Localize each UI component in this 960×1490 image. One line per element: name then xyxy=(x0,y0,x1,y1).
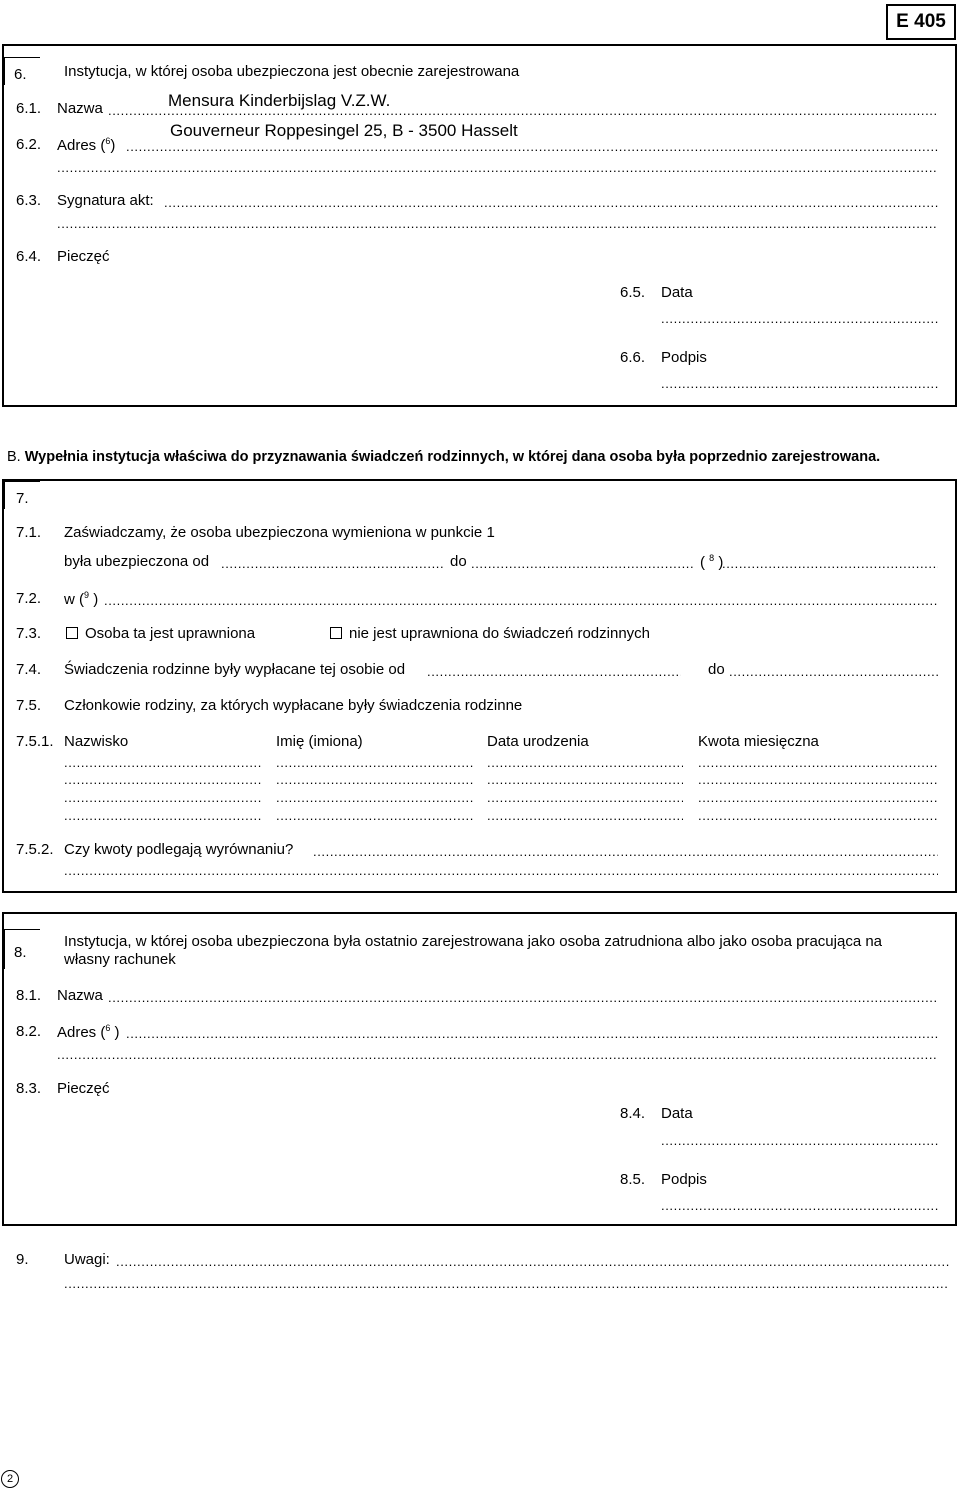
first-names-cell[interactable] xyxy=(276,791,474,805)
s7-4-to-field[interactable] xyxy=(729,665,938,679)
s7-5-2-number: 7.5.2. xyxy=(16,841,54,858)
s7-1-paren-open: ( xyxy=(700,554,705,571)
surname-cell[interactable] xyxy=(64,773,262,787)
s7-2-number: 7.2. xyxy=(16,590,42,607)
s8-date-label: Data xyxy=(661,1105,693,1122)
s6-address-number: 6.2. xyxy=(16,136,42,153)
s7-3-number: 7.3. xyxy=(16,625,42,642)
s7-2-label-text: w ( xyxy=(64,591,84,608)
s8-address-label xyxy=(57,1023,120,1041)
birth-date-cell[interactable] xyxy=(487,809,683,823)
s6-stamp-label: Pieczęć xyxy=(57,248,110,265)
s8-name-field[interactable] xyxy=(108,991,938,1005)
s6-ref-field-2[interactable] xyxy=(57,217,938,231)
section-7-number: 7. xyxy=(16,490,29,507)
column-header-first-names: Imię (imiona) xyxy=(276,733,363,750)
s8-address-field[interactable] xyxy=(126,1027,938,1041)
s7-3-not-entitled-checkbox[interactable] xyxy=(330,627,342,639)
section-8-title-line-2: własny rachunek xyxy=(64,951,176,968)
s7-1-insured-from-label: była ubezpieczona od xyxy=(64,553,210,570)
section-6-number: 6. xyxy=(14,66,27,83)
page-number: 2 xyxy=(6,1473,14,1485)
s7-4-from-field[interactable] xyxy=(427,665,681,679)
s7-1-text: Zaświadczamy, że osoba ubezpieczona wymieniona w punkcie 1 xyxy=(64,524,495,541)
s8-address-footnote: 6 xyxy=(105,1023,111,1033)
s7-3-entitled-label: Osoba ta jest uprawniona xyxy=(85,625,256,642)
monthly-amount-cell[interactable] xyxy=(698,791,938,805)
s6-address-footnote: 6 xyxy=(105,136,111,146)
s8-name-number: 8.1. xyxy=(16,987,42,1004)
monthly-amount-cell[interactable] xyxy=(698,809,938,823)
s7-1-from-field[interactable] xyxy=(221,557,445,571)
section-8-number: 8. xyxy=(14,944,27,961)
s6-name-value: Mensura Kinderbijslag V.Z.W. xyxy=(168,91,391,110)
s8-address-close: ) xyxy=(114,1024,120,1041)
s6-sign-number: 6.6. xyxy=(620,349,646,366)
s7-2-footnote: 9 xyxy=(84,590,90,600)
s6-ref-number: 6.3. xyxy=(16,192,42,209)
s7-1-to-label: do xyxy=(450,553,467,570)
section-8-title-line-1: Instytucja, w której osoba ubezpieczona była ostatnio zarejestrowana jako osoba zatrudniona albo jako osoba pracująca na xyxy=(64,933,883,950)
birth-date-cell[interactable] xyxy=(487,791,683,805)
remarks-field-2[interactable] xyxy=(64,1277,949,1291)
s6-address-label xyxy=(57,136,115,154)
remarks-field[interactable] xyxy=(116,1255,949,1269)
s8-stamp-label: Pieczęć xyxy=(57,1080,110,1097)
s8-address-field-2[interactable] xyxy=(57,1048,938,1062)
s7-2-field[interactable] xyxy=(104,594,938,608)
s7-5-number: 7.5. xyxy=(16,697,42,714)
surname-cell[interactable] xyxy=(64,756,262,770)
s8-date-field[interactable] xyxy=(661,1134,938,1148)
section-b-heading xyxy=(7,449,880,466)
s6-sign-field[interactable] xyxy=(661,377,938,391)
s8-address-label-text: Adres ( xyxy=(57,1024,106,1041)
s7-5-1-number: 7.5.1. xyxy=(16,733,54,750)
s6-address-field[interactable] xyxy=(126,140,938,154)
monthly-amount-cell[interactable] xyxy=(698,773,938,787)
s7-4-number: 7.4. xyxy=(16,661,42,678)
first-names-cell[interactable] xyxy=(276,773,474,787)
monthly-amount-cell[interactable] xyxy=(698,756,938,770)
first-names-cell[interactable] xyxy=(276,809,474,823)
s7-5-2-text: Czy kwoty podlegają wyrównaniu? xyxy=(64,841,294,858)
s6-ref-label: Sygnatura akt: xyxy=(57,192,154,209)
s7-1-paren-close: ) xyxy=(718,554,724,571)
s7-1-footnote-field[interactable] xyxy=(722,557,938,571)
s6-address-label-text: Adres ( xyxy=(57,137,106,154)
surname-cell[interactable] xyxy=(64,809,262,823)
s6-date-number: 6.5. xyxy=(620,284,646,301)
section-b-prefix: B. xyxy=(7,449,21,465)
column-header-monthly-amount: Kwota miesięczna xyxy=(698,733,819,750)
s7-1-footnote: 8 xyxy=(709,553,715,563)
form-code-box xyxy=(886,4,956,40)
s8-stamp-number: 8.3. xyxy=(16,1080,42,1097)
s7-5-text: Członkowie rodziny, za których wypłacane były świadczenia rodzinne xyxy=(64,697,523,714)
remarks-label: Uwagi: xyxy=(64,1251,110,1268)
s8-sign-number: 8.5. xyxy=(620,1171,646,1188)
s8-sign-label: Podpis xyxy=(661,1171,707,1188)
s7-1-to-field[interactable] xyxy=(471,557,693,571)
s6-stamp-number: 6.4. xyxy=(16,248,42,265)
s7-3-not-entitled-label: nie jest uprawniona do świadczeń rodzinnych xyxy=(349,625,651,642)
s6-name-number: 6.1. xyxy=(16,100,42,117)
s8-address-number: 8.2. xyxy=(16,1023,42,1040)
s7-5-2-field-2[interactable] xyxy=(64,864,938,878)
s6-name-label: Nazwa xyxy=(57,100,103,117)
page-number-badge xyxy=(1,1470,19,1488)
s7-4-text: Świadczenia rodzinne były wypłacane tej osobie od xyxy=(64,661,406,678)
s6-address-close: ) xyxy=(110,137,116,154)
birth-date-cell[interactable] xyxy=(487,756,683,770)
s6-ref-field[interactable] xyxy=(164,196,938,210)
s6-date-label: Data xyxy=(661,284,693,301)
s7-3-entitled-checkbox[interactable] xyxy=(66,627,78,639)
section-b-title: Wypełnia instytucja właściwa do przyznawania świadczeń rodzinnych, w której dana osoba była poprzednio zarejestrowana. xyxy=(24,449,881,465)
s6-address-field-2[interactable] xyxy=(57,161,938,175)
first-names-cell[interactable] xyxy=(276,756,474,770)
s6-sign-label: Podpis xyxy=(661,349,707,366)
s7-1-number: 7.1. xyxy=(16,524,42,541)
column-header-surname: Nazwisko xyxy=(64,733,129,750)
s8-name-label: Nazwa xyxy=(57,987,103,1004)
s7-4-to-label: do xyxy=(708,661,725,678)
s7-5-2-field[interactable] xyxy=(313,845,938,859)
birth-date-cell[interactable] xyxy=(487,773,683,787)
s8-sign-field[interactable] xyxy=(661,1199,938,1213)
surname-cell[interactable] xyxy=(64,791,262,805)
s6-date-field[interactable] xyxy=(661,312,938,326)
s8-date-number: 8.4. xyxy=(620,1105,646,1122)
column-header-birth-date: Data urodzenia xyxy=(487,733,589,750)
section-9-number: 9. xyxy=(16,1251,29,1268)
section-6-title: Instytucja, w której osoba ubezpieczona jest obecnie zarejestrowana xyxy=(64,63,520,80)
s7-2-label xyxy=(64,590,98,608)
form-code: E 405 xyxy=(896,11,946,32)
s7-1-footnote-ref xyxy=(700,553,723,571)
s6-address-value: Gouverneur Roppesingel 25, B - 3500 Hasselt xyxy=(170,121,518,140)
s7-2-close: ) xyxy=(93,591,99,608)
